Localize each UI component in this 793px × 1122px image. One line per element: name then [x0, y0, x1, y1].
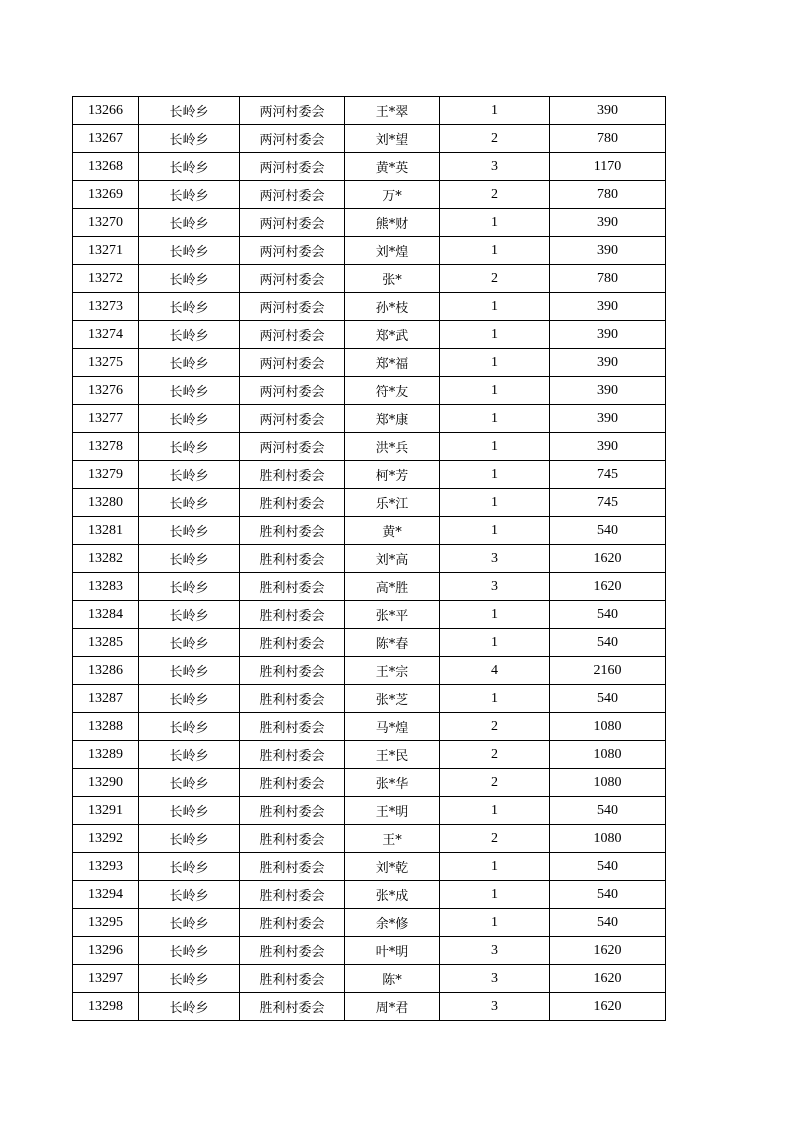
- amount-cell: 390: [550, 405, 666, 433]
- record-id-cell: 13269: [73, 181, 139, 209]
- count-cell: 2: [440, 825, 550, 853]
- record-id-cell: 13292: [73, 825, 139, 853]
- person-name-cell: 王*宗: [345, 657, 440, 685]
- count-cell: 1: [440, 377, 550, 405]
- person-name-cell: 王*: [345, 825, 440, 853]
- village-committee-cell: 胜利村委会: [240, 993, 345, 1021]
- table-row: [73, 909, 666, 937]
- count-cell: 1: [440, 601, 550, 629]
- record-id-cell: 13271: [73, 237, 139, 265]
- township-cell: 长岭乡: [139, 713, 240, 741]
- amount-cell: 1080: [550, 825, 666, 853]
- table-row: [73, 377, 666, 405]
- record-id-cell: 13268: [73, 153, 139, 181]
- village-committee-cell: 两河村委会: [240, 405, 345, 433]
- person-name-cell: 万*: [345, 181, 440, 209]
- person-name-cell: 乐*江: [345, 489, 440, 517]
- count-cell: 2: [440, 741, 550, 769]
- township-cell: 长岭乡: [139, 349, 240, 377]
- person-name-cell: 张*芝: [345, 685, 440, 713]
- record-id-cell: 13293: [73, 853, 139, 881]
- amount-cell: 780: [550, 125, 666, 153]
- table-row: [73, 517, 666, 545]
- person-name-cell: 张*平: [345, 601, 440, 629]
- amount-cell: 540: [550, 517, 666, 545]
- person-name-cell: 郑*康: [345, 405, 440, 433]
- amount-cell: 390: [550, 321, 666, 349]
- count-cell: 2: [440, 181, 550, 209]
- township-cell: 长岭乡: [139, 853, 240, 881]
- record-id-cell: 13276: [73, 377, 139, 405]
- table-row: [73, 769, 666, 797]
- amount-cell: 1080: [550, 713, 666, 741]
- table-row: [73, 461, 666, 489]
- amount-cell: 1620: [550, 965, 666, 993]
- table-row: [73, 181, 666, 209]
- village-committee-cell: 两河村委会: [240, 125, 345, 153]
- village-committee-cell: 胜利村委会: [240, 489, 345, 517]
- person-name-cell: 张*成: [345, 881, 440, 909]
- amount-cell: 745: [550, 461, 666, 489]
- village-committee-cell: 两河村委会: [240, 321, 345, 349]
- table-row: [73, 937, 666, 965]
- person-name-cell: 叶*明: [345, 937, 440, 965]
- amount-cell: 780: [550, 265, 666, 293]
- table-row: [73, 741, 666, 769]
- amount-cell: 2160: [550, 657, 666, 685]
- township-cell: 长岭乡: [139, 433, 240, 461]
- record-id-cell: 13294: [73, 881, 139, 909]
- table-row: [73, 825, 666, 853]
- table-row: [73, 685, 666, 713]
- village-committee-cell: 胜利村委会: [240, 965, 345, 993]
- count-cell: 1: [440, 237, 550, 265]
- amount-cell: 390: [550, 377, 666, 405]
- person-name-cell: 黄*英: [345, 153, 440, 181]
- village-committee-cell: 胜利村委会: [240, 881, 345, 909]
- village-committee-cell: 胜利村委会: [240, 657, 345, 685]
- amount-cell: 1620: [550, 937, 666, 965]
- count-cell: 1: [440, 209, 550, 237]
- person-name-cell: 马*煌: [345, 713, 440, 741]
- count-cell: 1: [440, 321, 550, 349]
- township-cell: 长岭乡: [139, 685, 240, 713]
- count-cell: 1: [440, 433, 550, 461]
- amount-cell: 390: [550, 349, 666, 377]
- amount-cell: 1080: [550, 769, 666, 797]
- record-id-cell: 13282: [73, 545, 139, 573]
- person-name-cell: 王*明: [345, 797, 440, 825]
- person-name-cell: 郑*武: [345, 321, 440, 349]
- table-row: [73, 993, 666, 1021]
- count-cell: 3: [440, 153, 550, 181]
- person-name-cell: 刘*乾: [345, 853, 440, 881]
- count-cell: 1: [440, 797, 550, 825]
- count-cell: 2: [440, 125, 550, 153]
- village-committee-cell: 胜利村委会: [240, 601, 345, 629]
- village-committee-cell: 胜利村委会: [240, 825, 345, 853]
- village-committee-cell: 胜利村委会: [240, 517, 345, 545]
- person-name-cell: 高*胜: [345, 573, 440, 601]
- table-row: [73, 629, 666, 657]
- amount-cell: 540: [550, 685, 666, 713]
- count-cell: 1: [440, 97, 550, 125]
- township-cell: 长岭乡: [139, 209, 240, 237]
- count-cell: 2: [440, 265, 550, 293]
- amount-cell: 540: [550, 629, 666, 657]
- table-row: [73, 853, 666, 881]
- amount-cell: 1620: [550, 993, 666, 1021]
- count-cell: 1: [440, 853, 550, 881]
- amount-cell: 390: [550, 237, 666, 265]
- table-row: [73, 797, 666, 825]
- table-row: [73, 125, 666, 153]
- person-name-cell: 刘*望: [345, 125, 440, 153]
- table-row: [73, 601, 666, 629]
- person-name-cell: 刘*高: [345, 545, 440, 573]
- record-id-cell: 13266: [73, 97, 139, 125]
- record-id-cell: 13272: [73, 265, 139, 293]
- table-row: [73, 433, 666, 461]
- township-cell: 长岭乡: [139, 769, 240, 797]
- township-cell: 长岭乡: [139, 377, 240, 405]
- village-committee-cell: 胜利村委会: [240, 461, 345, 489]
- record-id-cell: 13298: [73, 993, 139, 1021]
- village-committee-cell: 两河村委会: [240, 97, 345, 125]
- record-id-cell: 13278: [73, 433, 139, 461]
- table-row: [73, 349, 666, 377]
- person-name-cell: 张*华: [345, 769, 440, 797]
- township-cell: 长岭乡: [139, 461, 240, 489]
- table-row: [73, 881, 666, 909]
- table-row: [73, 489, 666, 517]
- amount-cell: 540: [550, 601, 666, 629]
- village-committee-cell: 两河村委会: [240, 237, 345, 265]
- township-cell: 长岭乡: [139, 321, 240, 349]
- amount-cell: 1170: [550, 153, 666, 181]
- table-row: [73, 573, 666, 601]
- table-row: [73, 209, 666, 237]
- township-cell: 长岭乡: [139, 125, 240, 153]
- amount-cell: 540: [550, 881, 666, 909]
- township-cell: 长岭乡: [139, 517, 240, 545]
- count-cell: 3: [440, 937, 550, 965]
- person-name-cell: 洪*兵: [345, 433, 440, 461]
- table-row: [73, 293, 666, 321]
- person-name-cell: 陈*春: [345, 629, 440, 657]
- village-committee-cell: 两河村委会: [240, 181, 345, 209]
- table-row: [73, 265, 666, 293]
- person-name-cell: 王*民: [345, 741, 440, 769]
- amount-cell: 745: [550, 489, 666, 517]
- count-cell: 3: [440, 965, 550, 993]
- record-id-cell: 13275: [73, 349, 139, 377]
- amount-cell: 1620: [550, 573, 666, 601]
- village-committee-cell: 两河村委会: [240, 377, 345, 405]
- record-id-cell: 13297: [73, 965, 139, 993]
- person-name-cell: 张*: [345, 265, 440, 293]
- village-committee-cell: 胜利村委会: [240, 797, 345, 825]
- amount-cell: 540: [550, 853, 666, 881]
- record-id-cell: 13284: [73, 601, 139, 629]
- township-cell: 长岭乡: [139, 601, 240, 629]
- record-id-cell: 13283: [73, 573, 139, 601]
- township-cell: 长岭乡: [139, 489, 240, 517]
- township-cell: 长岭乡: [139, 993, 240, 1021]
- village-committee-cell: 胜利村委会: [240, 937, 345, 965]
- township-cell: 长岭乡: [139, 657, 240, 685]
- count-cell: 1: [440, 909, 550, 937]
- amount-cell: 390: [550, 97, 666, 125]
- count-cell: 3: [440, 993, 550, 1021]
- record-id-cell: 13286: [73, 657, 139, 685]
- table-row: [73, 237, 666, 265]
- village-committee-cell: 胜利村委会: [240, 769, 345, 797]
- township-cell: 长岭乡: [139, 881, 240, 909]
- count-cell: 1: [440, 405, 550, 433]
- count-cell: 3: [440, 573, 550, 601]
- township-cell: 长岭乡: [139, 153, 240, 181]
- township-cell: 长岭乡: [139, 97, 240, 125]
- person-name-cell: 余*修: [345, 909, 440, 937]
- village-committee-cell: 两河村委会: [240, 349, 345, 377]
- township-cell: 长岭乡: [139, 909, 240, 937]
- person-name-cell: 陈*: [345, 965, 440, 993]
- count-cell: 1: [440, 517, 550, 545]
- count-cell: 1: [440, 349, 550, 377]
- village-committee-cell: 两河村委会: [240, 209, 345, 237]
- village-committee-cell: 胜利村委会: [240, 545, 345, 573]
- amount-cell: 390: [550, 209, 666, 237]
- township-cell: 长岭乡: [139, 181, 240, 209]
- township-cell: 长岭乡: [139, 965, 240, 993]
- township-cell: 长岭乡: [139, 741, 240, 769]
- village-committee-cell: 胜利村委会: [240, 629, 345, 657]
- township-cell: 长岭乡: [139, 545, 240, 573]
- amount-cell: 1620: [550, 545, 666, 573]
- table-row: [73, 97, 666, 125]
- count-cell: 4: [440, 657, 550, 685]
- table-row: [73, 153, 666, 181]
- record-id-cell: 13287: [73, 685, 139, 713]
- amount-cell: 1080: [550, 741, 666, 769]
- table-body: [73, 97, 666, 1021]
- township-cell: 长岭乡: [139, 825, 240, 853]
- person-name-cell: 熊*财: [345, 209, 440, 237]
- village-committee-cell: 两河村委会: [240, 433, 345, 461]
- record-id-cell: 13279: [73, 461, 139, 489]
- record-id-cell: 13274: [73, 321, 139, 349]
- count-cell: 3: [440, 545, 550, 573]
- township-cell: 长岭乡: [139, 937, 240, 965]
- table-row: [73, 965, 666, 993]
- record-id-cell: 13273: [73, 293, 139, 321]
- record-id-cell: 13291: [73, 797, 139, 825]
- township-cell: 长岭乡: [139, 573, 240, 601]
- record-id-cell: 13280: [73, 489, 139, 517]
- village-committee-cell: 两河村委会: [240, 265, 345, 293]
- township-cell: 长岭乡: [139, 237, 240, 265]
- record-id-cell: 13296: [73, 937, 139, 965]
- table-row: [73, 657, 666, 685]
- amount-cell: 390: [550, 433, 666, 461]
- village-committee-cell: 胜利村委会: [240, 909, 345, 937]
- village-committee-cell: 胜利村委会: [240, 713, 345, 741]
- person-name-cell: 刘*煌: [345, 237, 440, 265]
- record-id-cell: 13295: [73, 909, 139, 937]
- table-row: [73, 545, 666, 573]
- village-committee-cell: 胜利村委会: [240, 573, 345, 601]
- person-name-cell: 郑*福: [345, 349, 440, 377]
- person-name-cell: 柯*芳: [345, 461, 440, 489]
- record-id-cell: 13290: [73, 769, 139, 797]
- count-cell: 1: [440, 881, 550, 909]
- subsidy-table: [72, 96, 666, 1021]
- record-id-cell: 13288: [73, 713, 139, 741]
- amount-cell: 540: [550, 797, 666, 825]
- record-id-cell: 13267: [73, 125, 139, 153]
- village-committee-cell: 两河村委会: [240, 153, 345, 181]
- person-name-cell: 周*君: [345, 993, 440, 1021]
- amount-cell: 780: [550, 181, 666, 209]
- village-committee-cell: 胜利村委会: [240, 741, 345, 769]
- count-cell: 2: [440, 713, 550, 741]
- person-name-cell: 黄*: [345, 517, 440, 545]
- record-id-cell: 13281: [73, 517, 139, 545]
- township-cell: 长岭乡: [139, 265, 240, 293]
- record-id-cell: 13285: [73, 629, 139, 657]
- township-cell: 长岭乡: [139, 629, 240, 657]
- village-committee-cell: 胜利村委会: [240, 685, 345, 713]
- amount-cell: 540: [550, 909, 666, 937]
- record-id-cell: 13289: [73, 741, 139, 769]
- count-cell: 1: [440, 293, 550, 321]
- record-id-cell: 13270: [73, 209, 139, 237]
- village-committee-cell: 两河村委会: [240, 293, 345, 321]
- record-id-cell: 13277: [73, 405, 139, 433]
- village-committee-cell: 胜利村委会: [240, 853, 345, 881]
- person-name-cell: 孙*枝: [345, 293, 440, 321]
- count-cell: 1: [440, 629, 550, 657]
- table-row: [73, 321, 666, 349]
- table-row: [73, 713, 666, 741]
- count-cell: 1: [440, 685, 550, 713]
- township-cell: 长岭乡: [139, 293, 240, 321]
- person-name-cell: 符*友: [345, 377, 440, 405]
- person-name-cell: 王*翠: [345, 97, 440, 125]
- count-cell: 2: [440, 769, 550, 797]
- count-cell: 1: [440, 461, 550, 489]
- amount-cell: 390: [550, 293, 666, 321]
- township-cell: 长岭乡: [139, 797, 240, 825]
- table-row: [73, 405, 666, 433]
- count-cell: 1: [440, 489, 550, 517]
- township-cell: 长岭乡: [139, 405, 240, 433]
